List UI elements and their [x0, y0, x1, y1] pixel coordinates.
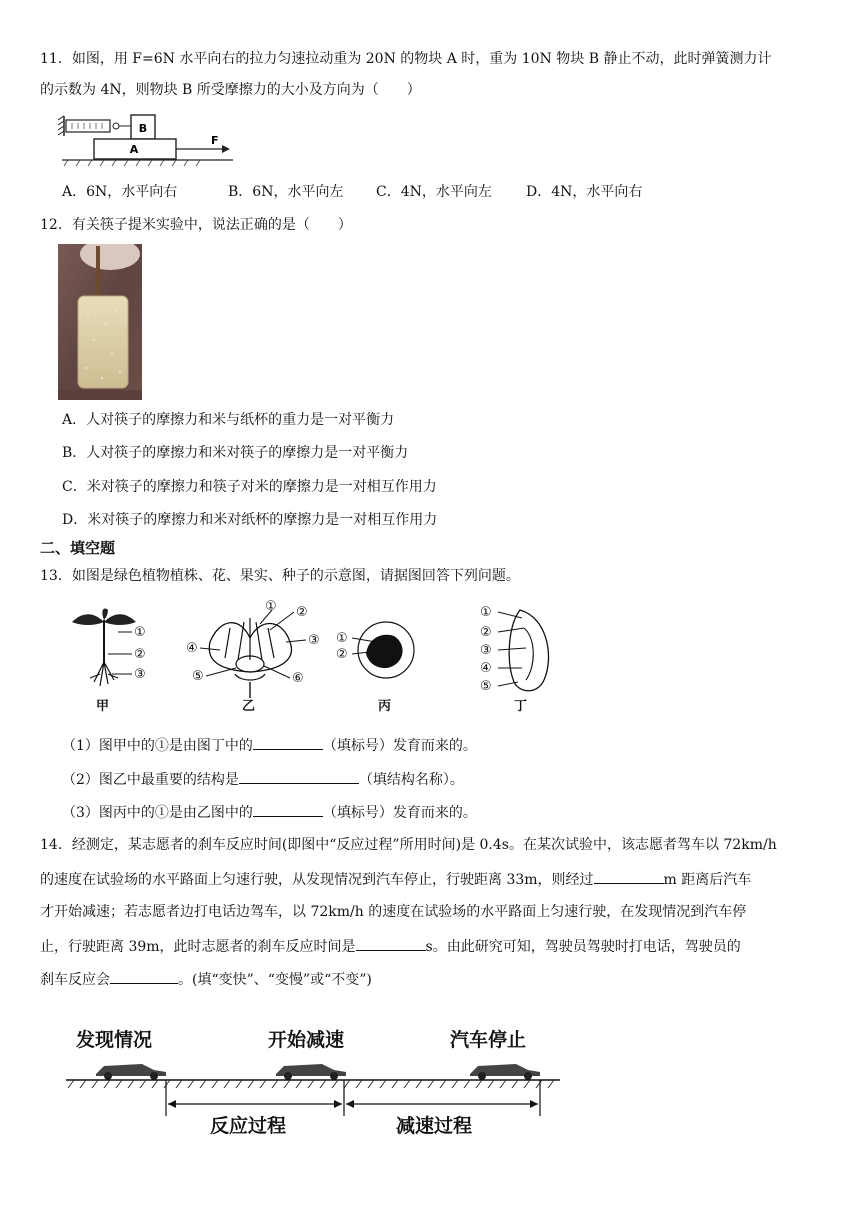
ding-num-3: ③	[480, 643, 492, 658]
q12-option-a: A．人对筷子的摩擦力和米与纸杯的重力是一对平衡力	[62, 412, 395, 428]
q11-option-c: C．4N，水平向左	[376, 184, 492, 200]
q11-option-b: B．6N，水平向左	[228, 184, 344, 200]
yi-num-3: ③	[308, 633, 320, 648]
yi-num-5: ⑤	[192, 669, 204, 684]
q14-line3: 才开始减速；若志愿者边打电话边驾车，以 72km/h 的速度在试验场的水平路面上匀速行驶，在发现情况到汽车停	[40, 904, 747, 920]
q13-sub2	[62, 769, 464, 790]
q13-sub3	[62, 802, 477, 823]
label-start-decel: 开始减速	[268, 1029, 345, 1051]
chopstick	[96, 246, 100, 302]
yi-num-6: ⑥	[292, 671, 304, 686]
q13-plant-diagram	[60, 598, 560, 716]
caption-ding: 丁	[514, 699, 528, 714]
q12-stem: 12．有关筷子提米实验中，说法正确的是（ ）	[40, 217, 352, 233]
yi-num-1: ①	[265, 599, 277, 614]
q14-line5-post: 。(填“变快”、“变慢”或“不变”)	[178, 972, 372, 988]
label-reaction: 反应过程	[210, 1115, 287, 1137]
jia-num-2: ②	[134, 647, 146, 662]
q13-sub3-blank[interactable]	[253, 802, 323, 817]
q14-blank-3[interactable]	[110, 969, 178, 984]
spring-scale	[66, 120, 110, 132]
q13-sub1-pre: （1）图甲中的①是由图丁中的	[62, 738, 253, 754]
q11-stem-line2: 的示数为 4N，则物块 B 所受摩擦力的大小及方向为（ ）	[40, 82, 421, 98]
yi-num-2: ②	[296, 605, 308, 620]
q14-line1: 14．经测定，某志愿者的刹车反应时间(即图中“反应过程”所用时间)是 0.4s。在某次试验中，该志愿者驾车以 72km/h	[40, 837, 777, 853]
ding-num-4: ④	[480, 661, 492, 676]
q14-line2	[40, 869, 751, 890]
flower-yi	[186, 599, 320, 714]
force-label: F	[211, 134, 219, 147]
q14-braking-diagram	[62, 1016, 562, 1146]
q13-sub1-post: （填标号）发育而来的。	[322, 738, 477, 754]
bing-num-2: ②	[336, 647, 348, 662]
q11-option-d: D．4N，水平向右	[526, 184, 643, 200]
label-decel: 减速过程	[396, 1115, 473, 1137]
bing-num-1: ①	[336, 631, 348, 646]
fruit-bing	[336, 622, 414, 714]
q11-option-a: A．6N，水平向右	[62, 184, 178, 200]
q12-option-c: C．米对筷子的摩擦力和筷子对米的摩擦力是一对相互作用力	[62, 479, 437, 495]
q12-option-b: B．人对筷子的摩擦力和米对筷子的摩擦力是一对平衡力	[62, 445, 409, 461]
q13-sub2-pre: （2）图乙中最重要的结构是	[62, 772, 239, 788]
label-car-stop: 汽车停止	[450, 1029, 527, 1051]
jia-num-3: ③	[134, 667, 146, 682]
rice-cup	[78, 296, 128, 388]
caption-yi: 乙	[242, 699, 256, 714]
caption-jia: 甲	[96, 699, 110, 714]
q13-sub3-post: （填标号）发育而来的。	[322, 805, 477, 821]
q14-line2-pre: 的速度在试验场的水平路面上匀速行驶，从发现情况到汽车停止，行驶距离 33m，则经过	[40, 872, 594, 888]
q12-option-d: D．米对筷子的摩擦力和米对纸杯的摩擦力是一对相互作用力	[62, 512, 438, 528]
q14-line5-pre: 刹车反应会	[40, 972, 110, 988]
q14-blank-2[interactable]	[356, 936, 426, 951]
ding-num-1: ①	[480, 605, 492, 620]
q12-chopstick-rice-photo	[58, 244, 142, 400]
q14-line5	[40, 969, 372, 990]
q14-line2-post: m 距离后汽车	[663, 872, 752, 888]
yi-num-4: ④	[186, 641, 198, 656]
ding-num-5: ⑤	[480, 679, 492, 694]
q13-sub2-post: （填结构名称）。	[358, 772, 464, 788]
jia-num-1: ①	[134, 625, 146, 640]
q13-sub2-blank[interactable]	[239, 769, 359, 784]
caption-bing: 丙	[378, 699, 392, 714]
q14-blank-1[interactable]	[594, 869, 664, 884]
car-icon-1	[96, 1064, 166, 1080]
block-b-label: B	[138, 122, 148, 135]
car-icon-2	[276, 1064, 346, 1080]
q14-line4-pre: 止，行驶距离 39m，此时志愿者的刹车反应时间是	[40, 939, 356, 955]
q13-sub1	[62, 735, 477, 756]
q11-block-diagram	[58, 112, 233, 170]
q13-stem: 13．如图是绿色植物植株、花、果实、种子的示意图，请据图回答下列问题。	[40, 568, 520, 584]
car-icon-3	[470, 1064, 540, 1080]
seed-ding	[480, 605, 549, 714]
section-title-fill-in: 二、填空题	[40, 539, 116, 557]
block-a-label: A	[129, 143, 139, 156]
label-discover: 发现情况	[76, 1029, 153, 1051]
plant-jia	[72, 608, 146, 714]
q14-line4-post: s。由此研究可知，驾驶员驾驶时打电话，驾驶员的	[425, 939, 741, 955]
q13-sub3-pre: （3）图丙中的①是由乙图中的	[62, 805, 253, 821]
ding-num-2: ②	[480, 625, 492, 640]
q13-sub1-blank[interactable]	[253, 735, 323, 750]
q14-line4	[40, 936, 741, 957]
q11-stem-line1: 11．如图，用 F=6N 水平向右的拉力匀速拉动重为 20N 的物块 A 时，重为 10N 物块 B 静止不动，此时弹簧测力计	[40, 51, 772, 67]
